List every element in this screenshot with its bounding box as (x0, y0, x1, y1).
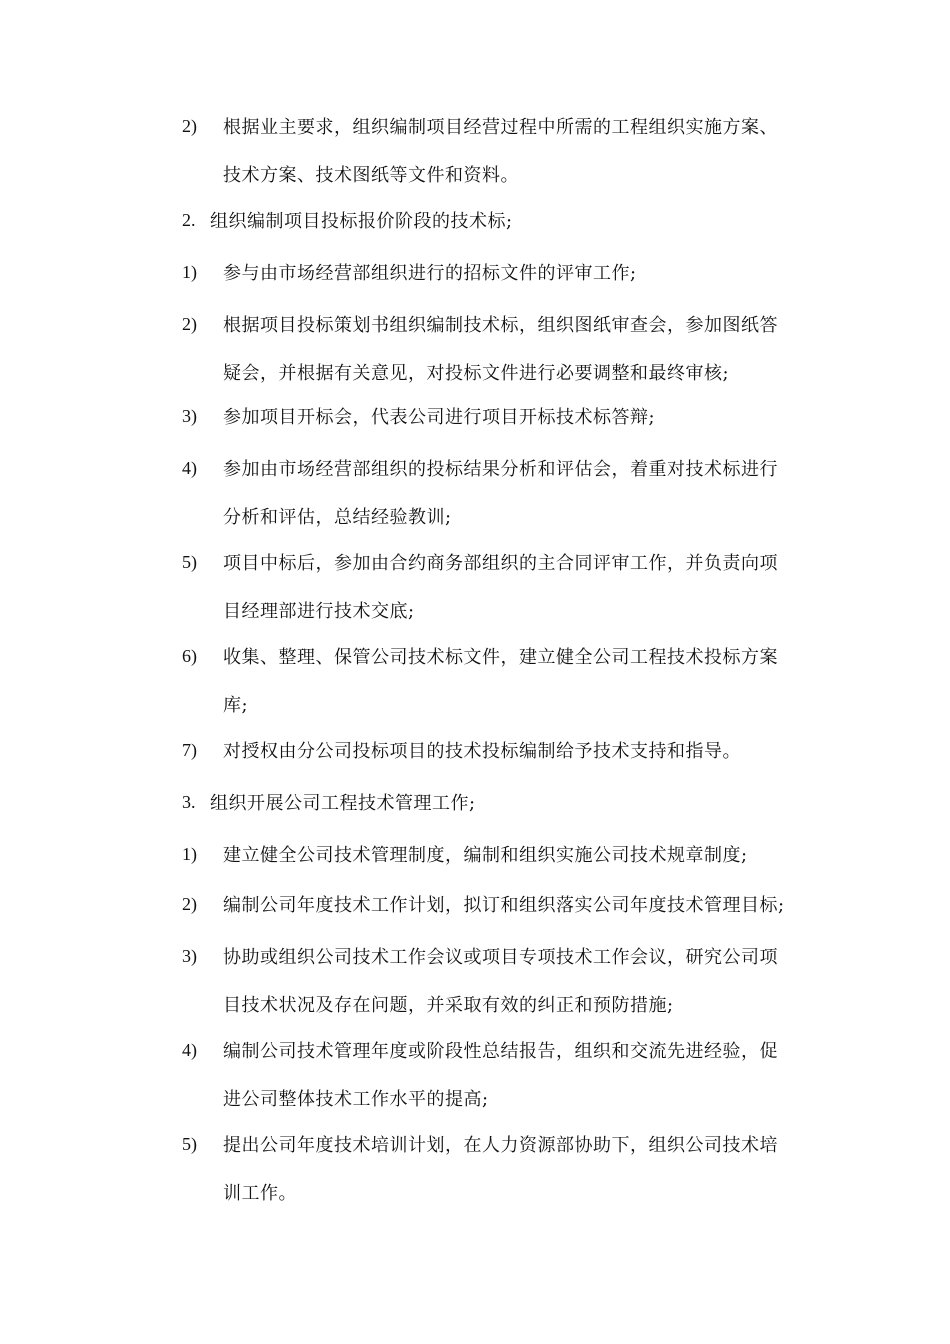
item-text-line: 编制公司技术管理年度或阶段性总结报告，组织和交流先进经验，促 (223, 1041, 778, 1062)
item-text-line: 组织开展公司工程技术管理工作; (210, 793, 476, 814)
list-item (182, 646, 822, 742)
item-text-line: 参加项目开标会，代表公司进行项目开标技术标答辩; (223, 407, 656, 428)
item-number: 4) (182, 458, 197, 478)
item-text-line: 参与由市场经营部组织进行的招标文件的评审工作; (223, 263, 637, 284)
item-text-line: 组织编制项目投标报价阶段的技术标; (210, 211, 513, 232)
list-item (182, 894, 822, 942)
item-text-line: 技术方案、技术图纸等文件和资料。 (223, 165, 519, 186)
item-text-line: 建立健全公司技术管理制度，编制和组织实施公司技术规章制度; (223, 845, 748, 866)
item-number: 2) (182, 116, 197, 136)
item-text-line: 进公司整体技术工作水平的提高; (223, 1089, 489, 1110)
item-number: 3) (182, 946, 197, 966)
item-number: 6) (182, 646, 197, 666)
list-item (182, 1040, 822, 1136)
list-item (182, 314, 822, 410)
section-heading (182, 210, 822, 258)
item-text-line: 分析和评估，总结经验教训; (223, 507, 452, 528)
item-text-line: 根据项目投标策划书组织编制技术标，组织图纸审查会，参加图纸答 (223, 315, 778, 336)
item-number: 7) (182, 740, 197, 760)
item-text-line: 训工作。 (223, 1183, 297, 1204)
item-text-line: 提出公司年度技术培训计划，在人力资源部协助下，组织公司技术培 (223, 1135, 778, 1156)
item-number: 3) (182, 406, 197, 426)
list-item (182, 406, 822, 454)
item-number: 2) (182, 894, 197, 914)
list-item (182, 844, 822, 892)
list-item (182, 262, 822, 310)
item-number: 5) (182, 1134, 197, 1154)
item-number: 1) (182, 844, 197, 864)
list-item (182, 740, 822, 788)
list-item (182, 116, 822, 212)
item-text-line: 疑会，并根据有关意见，对投标文件进行必要调整和最终审核; (223, 363, 730, 384)
item-number: 2. (182, 210, 196, 230)
item-text-line: 参加由市场经营部组织的投标结果分析和评估会，着重对技术标进行 (223, 459, 778, 480)
item-number: 4) (182, 1040, 197, 1060)
item-text-line: 对授权由分公司投标项目的技术投标编制给予技术支持和指导。 (223, 741, 741, 762)
item-text-line: 根据业主要求，组织编制项目经营过程中所需的工程组织实施方案、 (223, 117, 778, 138)
item-number: 3. (182, 792, 196, 812)
item-number: 1) (182, 262, 197, 282)
item-text-line: 协助或组织公司技术工作会议或项目专项技术工作会议，研究公司项 (223, 947, 778, 968)
list-item (182, 552, 822, 648)
list-item (182, 1134, 822, 1230)
item-text-line: 项目中标后，参加由合约商务部组织的主合同评审工作，并负责向项 (223, 553, 778, 574)
item-text-line: 编制公司年度技术工作计划，拟订和组织落实公司年度技术管理目标; (223, 895, 785, 916)
item-text-line: 目经理部进行技术交底; (223, 601, 415, 622)
item-text-line: 目技术状况及存在问题，并采取有效的纠正和预防措施; (223, 995, 674, 1016)
section-heading (182, 792, 822, 840)
item-number: 2) (182, 314, 197, 334)
list-item (182, 458, 822, 554)
list-item (182, 946, 822, 1042)
item-text-line: 库; (223, 695, 249, 716)
item-text-line: 收集、整理、保管公司技术标文件，建立健全公司工程技术投标方案 (223, 647, 778, 668)
item-number: 5) (182, 552, 197, 572)
